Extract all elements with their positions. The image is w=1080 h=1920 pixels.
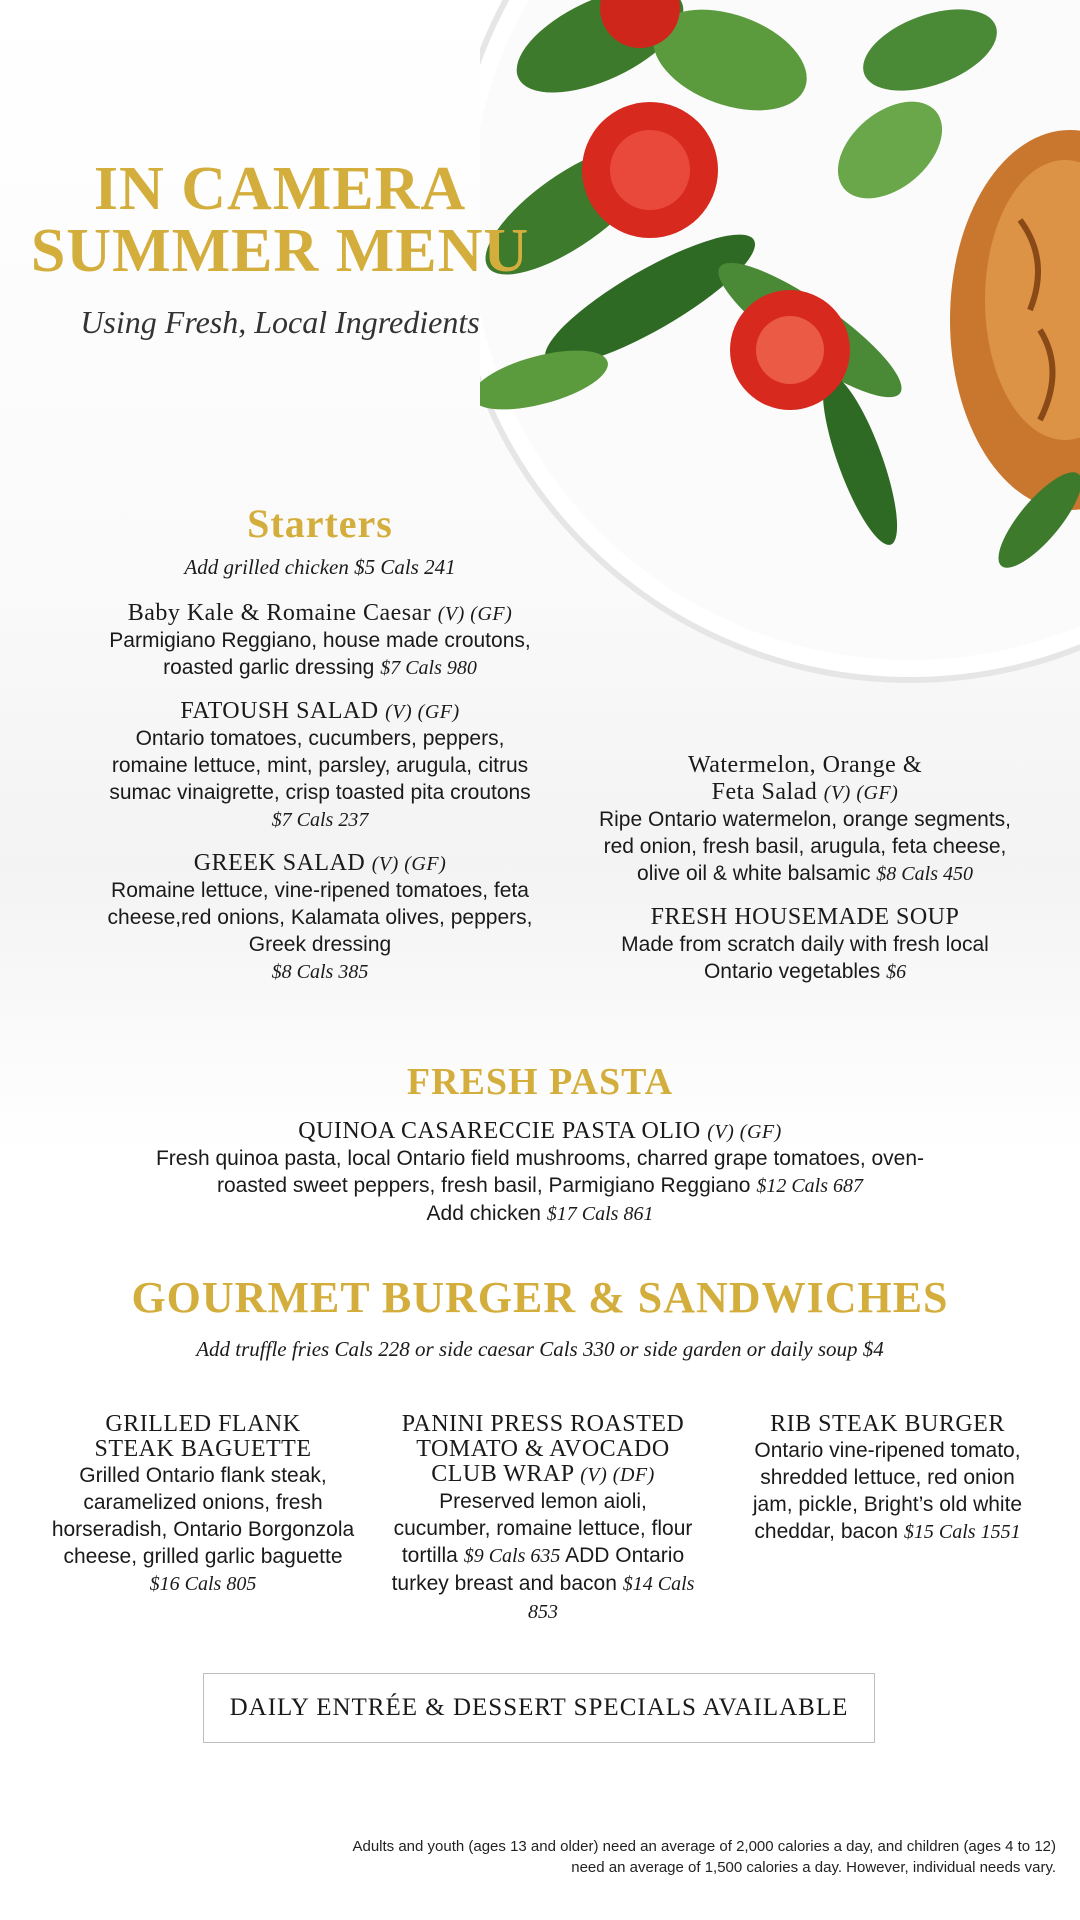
title-line-2: SUMMER MENU bbox=[30, 217, 530, 285]
item-tags: (V) (GF) bbox=[437, 603, 513, 625]
title-line-1: IN CAMERA bbox=[93, 155, 467, 223]
item-tags: (V) (GF) bbox=[385, 701, 460, 723]
salad-plate-image bbox=[480, 0, 1080, 690]
item-name-line-1: PANINI PRESS ROASTED bbox=[401, 1411, 685, 1437]
item-price: $6 bbox=[886, 961, 907, 983]
addon-label: ADD Ontario turkey breast and bacon bbox=[391, 1544, 685, 1595]
pasta-section bbox=[100, 1060, 980, 1228]
item-desc: Made from scratch daily with fresh local Ontario vegetables bbox=[621, 933, 989, 983]
menu-title bbox=[30, 155, 530, 285]
item-name: QUINOA CASARECCIE PASTA OLIO bbox=[298, 1118, 701, 1144]
item-price: $8 Cals 450 bbox=[876, 863, 973, 885]
starters-section bbox=[100, 500, 540, 1002]
item-name-line-1: RIB STEAK BURGER bbox=[770, 1411, 1005, 1437]
menu-item-watermelon bbox=[590, 752, 1020, 888]
menu-item-greek bbox=[100, 850, 540, 986]
item-name: FATOUSH SALAD bbox=[180, 698, 379, 724]
item-price: $7 Cals 980 bbox=[380, 657, 477, 679]
specials-banner: DAILY ENTRÉE & DESSERT SPECIALS AVAILABLE bbox=[203, 1673, 875, 1743]
item-desc: Ontario vine-ripened tomato, shredded lettuce, red onion jam, pickle, Bright’s old white cheddar, bacon bbox=[752, 1439, 1023, 1543]
burger-note: Add truffle fries Cals 228 or side caesar Cals 330 or side garden or daily soup $4 bbox=[196, 1337, 884, 1361]
calorie-disclaimer bbox=[236, 1836, 1056, 1878]
item-name: GREEK SALAD bbox=[193, 850, 366, 876]
addon-label: Add chicken bbox=[426, 1202, 541, 1225]
item-price: $9 Cals 635 bbox=[463, 1545, 561, 1567]
item-name-line-1: Watermelon, Orange & bbox=[688, 752, 922, 778]
item-price: $15 Cals 1551 bbox=[903, 1521, 1021, 1543]
addon-price: $14 Cals 853 bbox=[528, 1573, 695, 1623]
pasta-title: FRESH PASTA bbox=[406, 1061, 674, 1103]
item-price: $8 Cals 385 bbox=[271, 961, 369, 983]
starters-note: Add grilled chicken $5 Cals 241 bbox=[184, 555, 456, 579]
item-name-line-1: GRILLED FLANK bbox=[105, 1411, 301, 1437]
item-desc: Parmigiano Reggiano, house made croutons, roasted garlic dressing bbox=[109, 629, 531, 679]
burger-title: GOURMET BURGER & SANDWICHES bbox=[131, 1273, 949, 1322]
item-desc: Romaine lettuce, vine-ripened tomatoes, feta cheese,red onions, Kalamata olives, peppers, Greek dressing bbox=[107, 879, 533, 956]
right-column bbox=[590, 752, 1020, 1002]
item-desc-line-2: roasted sweet peppers, fresh basil, Parmigiano Reggiano bbox=[216, 1174, 751, 1197]
item-desc-line-1: Fresh quinoa pasta, local Ontario field mushrooms, charred grape tomatoes, oven- bbox=[155, 1147, 925, 1170]
item-tags: (V) (GF) bbox=[371, 853, 447, 875]
item-price: $12 Cals 687 bbox=[756, 1175, 863, 1197]
disclaimer-line-1: Adults and youth (ages 13 and older) need an average of 2,000 calories a day, and children (ages 4 to 12) bbox=[352, 1838, 1056, 1855]
disclaimer-line-2: need an average of 1,500 calories a day. However, individual needs vary. bbox=[571, 1859, 1056, 1876]
burger-section bbox=[60, 1272, 1020, 1362]
item-tags: (V) (GF) bbox=[707, 1121, 782, 1143]
menu-item-fatoush bbox=[100, 698, 540, 834]
menu-item-club-wrap bbox=[388, 1412, 698, 1626]
menu-item-soup bbox=[590, 904, 1020, 986]
starters-title: Starters bbox=[247, 501, 393, 546]
item-desc: Ontario tomatoes, cucumbers, peppers, romaine lettuce, mint, parsley, arugula, citrus sumac vinaigrette, crisp toasted pita croutons bbox=[109, 727, 531, 804]
item-name-line-2: Feta Salad bbox=[711, 779, 818, 805]
item-desc: Preserved lemon aioli, cucumber, romaine lettuce, flour tortilla bbox=[393, 1490, 693, 1567]
item-desc: Ripe Ontario watermelon, orange segments, red onion, fresh basil, arugula, feta cheese, olive oil & white balsamic bbox=[598, 808, 1012, 885]
menu-item-flank-steak bbox=[48, 1412, 358, 1598]
item-price: $16 Cals 805 bbox=[149, 1573, 257, 1595]
addon-price: $17 Cals 861 bbox=[546, 1203, 654, 1225]
menu-item-caesar bbox=[100, 600, 540, 682]
item-tags: (V) (DF) bbox=[580, 1464, 655, 1486]
item-price: $7 Cals 237 bbox=[271, 809, 369, 831]
item-name-line-3: CLUB WRAP bbox=[431, 1461, 574, 1487]
menu-item-rib-steak-burger bbox=[740, 1412, 1035, 1546]
item-desc: Grilled Ontario flank steak, caramelized onions, fresh horseradish, Ontario Borgonzola cheese, grilled garlic baguette bbox=[51, 1464, 355, 1568]
item-name-line-2: TOMATO & AVOCADO bbox=[416, 1436, 670, 1462]
item-name: Baby Kale & Romaine Caesar bbox=[127, 600, 432, 626]
item-name: FRESH HOUSEMADE SOUP bbox=[650, 904, 960, 930]
item-tags: (V) (GF) bbox=[823, 782, 899, 804]
menu-subtitle: Using Fresh, Local Ingredients bbox=[80, 304, 480, 340]
item-name-line-2: STEAK BAGUETTE bbox=[94, 1436, 312, 1462]
